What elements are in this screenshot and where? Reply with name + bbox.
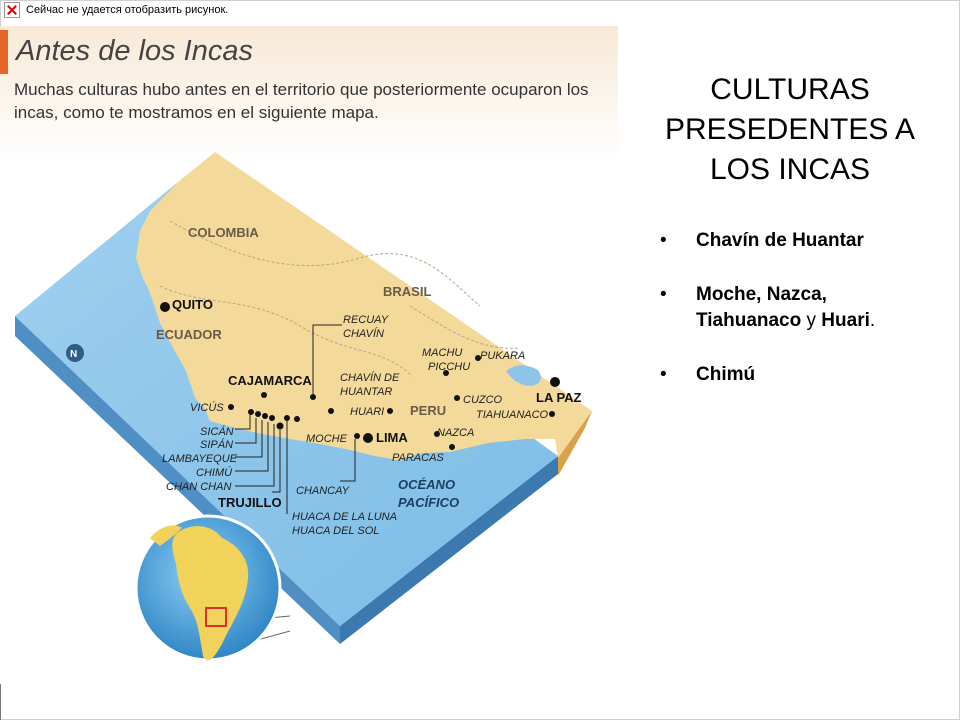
label-pukara: PUKARA xyxy=(480,350,526,362)
label-tiahuanaco: TIAHUANACO xyxy=(476,409,549,421)
list-item xyxy=(660,228,940,254)
marker-cajamarca xyxy=(261,392,267,398)
label-huaca-luna: HUACA DE LA LUNA xyxy=(292,511,397,523)
left-separator xyxy=(0,684,1,720)
label-paracas: PARACAS xyxy=(392,452,444,464)
label-moche: MOCHE xyxy=(306,433,347,445)
marker-recuay xyxy=(310,394,316,400)
map-caption-line1: Muchas culturas hubo antes en el territorio que posteriormente ocuparon los xyxy=(14,80,589,99)
marker-la-paz xyxy=(550,377,560,387)
broken-image-notice xyxy=(4,2,228,18)
marker-sipan xyxy=(255,411,261,417)
north-arrow xyxy=(66,344,84,362)
label-cuzco: CUZCO xyxy=(463,394,503,406)
accent-bar xyxy=(0,30,8,74)
label-chavin: CHAVÍN xyxy=(343,328,384,340)
culture-list xyxy=(660,228,940,416)
label-cajamarca: CAJAMARCA xyxy=(228,373,312,388)
marker-lima xyxy=(363,433,373,443)
label-machu: MACHU xyxy=(422,347,463,359)
bullet-tiahuanaco-text: Tiahuanaco xyxy=(696,310,802,331)
broken-image-icon xyxy=(4,2,20,18)
label-ocean-line2: PACÍFICO xyxy=(398,495,460,510)
label-vicus: VICÚS xyxy=(190,402,224,414)
label-chavin-de: CHAVÍN DE xyxy=(340,372,400,384)
label-la-paz: LA PAZ xyxy=(536,390,582,405)
map-illustration xyxy=(0,26,618,684)
marker-vicus xyxy=(228,404,234,410)
label-nazca: NAZCA xyxy=(437,427,475,439)
label-chan-chan: CHAN CHAN xyxy=(166,481,232,493)
marker-nazca xyxy=(449,444,455,450)
marker-lambayeque xyxy=(262,413,268,419)
label-chimu-site: CHIMÚ xyxy=(196,467,233,479)
marker-cuzco xyxy=(454,395,460,401)
label-lambayeque: LAMBAYEQUE xyxy=(162,453,237,465)
marker-sican xyxy=(248,409,254,415)
map-heading: Antes de los Incas xyxy=(16,35,253,67)
marker-huari xyxy=(387,408,393,414)
marker-quito xyxy=(160,302,170,312)
north-letter: N xyxy=(70,349,78,360)
label-colombia: COLOMBIA xyxy=(188,225,259,240)
bullet-period: . xyxy=(869,310,876,331)
label-huari: HUARI xyxy=(350,406,385,418)
label-brasil: BRASIL xyxy=(383,284,432,299)
label-chancay: CHANCAY xyxy=(296,485,349,497)
bullet-huari-text: Huari xyxy=(821,310,870,331)
marker-moche-site xyxy=(294,416,300,422)
marker-trujillo xyxy=(277,423,284,430)
label-picchu: PICCHU xyxy=(428,361,471,373)
list-item xyxy=(660,282,940,334)
marker-huaca xyxy=(284,415,290,421)
marker-tiahuanaco xyxy=(549,411,555,417)
label-sipan: SIPÁN xyxy=(200,439,234,451)
label-trujillo: TRUJILLO xyxy=(218,495,282,510)
label-recuay: RECUAY xyxy=(343,314,389,326)
label-sican: SICÁN xyxy=(200,426,234,438)
bullet-connector-text: y xyxy=(801,310,822,331)
label-lima: LIMA xyxy=(376,430,408,445)
label-quito: QUITO xyxy=(172,297,213,312)
marker-chimu xyxy=(269,415,275,421)
label-huaca-sol: HUACA DEL SOL xyxy=(292,525,380,537)
map-caption-line2: incas, como te mostramos en el siguiente mapa. xyxy=(14,103,379,122)
map-image xyxy=(0,26,618,684)
label-ocean-line1: OCÉANO xyxy=(398,477,456,492)
bullet-chimu-text: Chimú xyxy=(696,364,756,385)
bullet-chavin-text: Chavín de Huantar xyxy=(696,230,864,251)
marker-chavin xyxy=(328,408,334,414)
label-huantar: HUANTAR xyxy=(340,386,393,398)
bullet-moche-text: Moche, Nazca, xyxy=(696,284,827,305)
list-item xyxy=(660,362,940,388)
label-ecuador: ECUADOR xyxy=(156,327,222,342)
marker-chancay xyxy=(354,433,360,439)
broken-image-text: Сейчас не удается отобразить рисунок. xyxy=(26,4,229,16)
slide-title: CULTURAS PRESEDENTES A LOS INCAS xyxy=(664,73,916,186)
label-peru: PERU xyxy=(410,403,447,418)
